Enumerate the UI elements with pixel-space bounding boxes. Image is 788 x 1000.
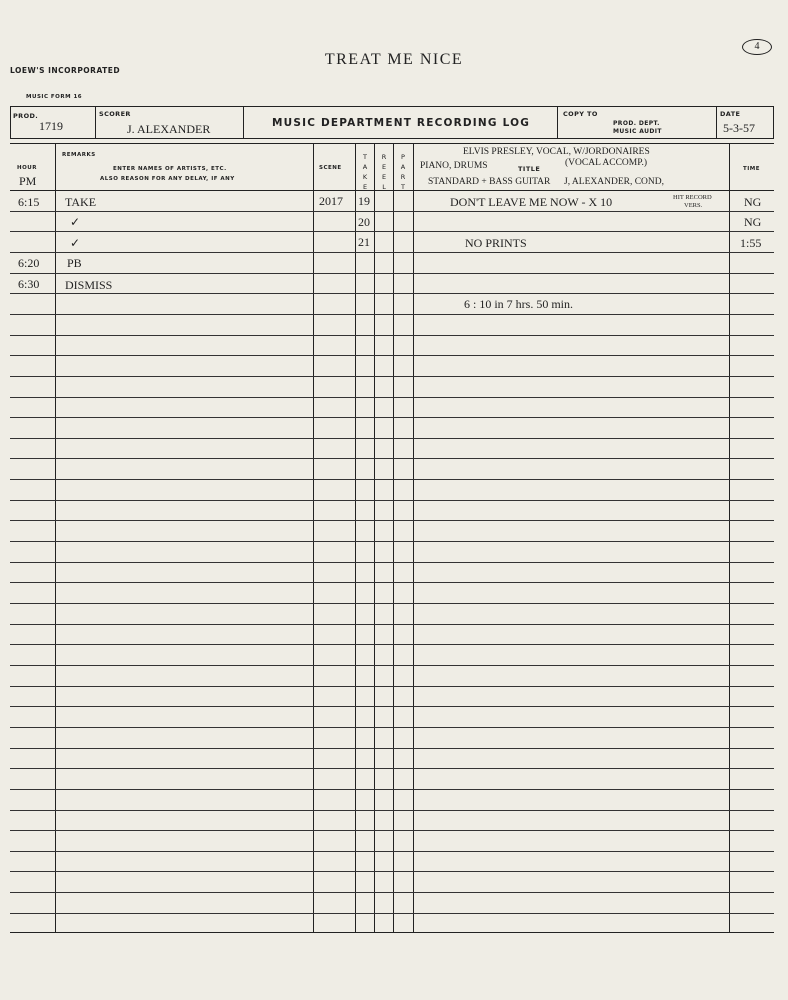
log-title: MUSIC DEPARTMENT RECORDING LOG xyxy=(271,117,531,129)
date-value: 5-3-57 xyxy=(723,121,755,135)
hour-unit: PM xyxy=(19,174,37,188)
row-rule-27 xyxy=(10,748,774,749)
row-3-checkmark: ✓ xyxy=(70,236,81,250)
row-rule-6 xyxy=(10,314,774,315)
scorer-value: J. ALEXANDER xyxy=(127,122,211,136)
row-rule-10 xyxy=(10,397,774,398)
row-rule-16 xyxy=(10,520,774,521)
row-1-remark: TAKE xyxy=(65,195,97,209)
artists-line-2: PIANO, DRUMS xyxy=(420,161,488,171)
row-5-hour: 6:30 xyxy=(18,277,40,291)
take-label: T A K E xyxy=(362,153,368,191)
row-rule-7 xyxy=(10,335,774,336)
page-title: TREAT ME NICE xyxy=(324,51,464,68)
row-rule-1 xyxy=(10,211,774,212)
scene-label: SCENE xyxy=(319,165,342,171)
row-4-hour: 6:20 xyxy=(18,256,40,270)
row-rule-4 xyxy=(10,273,774,274)
row-4-remark: PB xyxy=(67,256,82,270)
artists-line-1: ELVIS PRESLEY, VOCAL, W/JORDONAIRES xyxy=(463,147,650,157)
row-1-note-2: VERS. xyxy=(684,202,703,209)
row-rule-17 xyxy=(10,541,774,542)
artists-line-3: STANDARD + BASS GUITAR xyxy=(428,177,551,187)
row-rule-11 xyxy=(10,417,774,418)
row-rule-14 xyxy=(10,479,774,480)
row-1-title: DON'T LEAVE ME NOW - X 10 xyxy=(450,195,613,209)
row-1-time: NG xyxy=(744,195,762,209)
row-rule-33 xyxy=(10,871,774,872)
title-label: TITLE xyxy=(518,165,541,173)
row-6-summary: 6 : 10 in 7 hrs. 50 min. xyxy=(464,297,574,311)
form-number: MUSIC FORM 16 xyxy=(26,94,83,100)
row-rule-12 xyxy=(10,438,774,439)
row-rule-8 xyxy=(10,355,774,356)
copy-to-prod-dept: PROD. DEPT. xyxy=(613,120,660,127)
page-number-badge: 4 xyxy=(742,39,772,55)
row-rule-35 xyxy=(10,913,774,914)
date-label: DATE xyxy=(720,110,741,118)
part-label: P A R T xyxy=(400,153,406,191)
row-rule-26 xyxy=(10,727,774,728)
row-rule-22 xyxy=(10,644,774,645)
row-rule-3 xyxy=(10,252,774,253)
row-rule-5 xyxy=(10,293,774,294)
copy-to-label: COPY TO xyxy=(563,110,598,118)
row-1-take: 19 xyxy=(358,194,370,208)
row-rule-21 xyxy=(10,624,774,625)
artists-line-2b: (VOCAL ACCOMP.) xyxy=(565,158,647,168)
row-rule-30 xyxy=(10,810,774,811)
row-1-scene: 2017 xyxy=(319,194,343,208)
remarks-instructions-2: ALSO REASON FOR ANY DELAY, IF ANY xyxy=(100,176,235,182)
row-rule-29 xyxy=(10,789,774,790)
remarks-instructions-1: ENTER NAMES OF ARTISTS, ETC. xyxy=(113,166,227,172)
company-name: LOEW'S INCORPORATED xyxy=(10,66,121,75)
row-rule-25 xyxy=(10,706,774,707)
row-rule-2 xyxy=(10,231,774,232)
time-label: TIME xyxy=(743,166,761,172)
row-rule-24 xyxy=(10,686,774,687)
copy-to-music-audit: MUSIC AUDIT xyxy=(613,128,662,135)
artists-line-3b: J, ALEXANDER, COND, xyxy=(564,177,665,187)
row-rule-15 xyxy=(10,500,774,501)
row-2-checkmark: ✓ xyxy=(70,215,81,229)
row-3-title: NO PRINTS xyxy=(465,236,527,250)
row-3-time: 1:55 xyxy=(740,236,762,250)
row-rule-28 xyxy=(10,768,774,769)
row-1-hour: 6:15 xyxy=(18,195,40,209)
row-2-take: 20 xyxy=(358,215,370,229)
prod-value: 1719 xyxy=(39,119,63,133)
prod-label: PROD. xyxy=(13,112,39,120)
row-rule-18 xyxy=(10,562,774,563)
row-rule-9 xyxy=(10,376,774,377)
row-3-take: 21 xyxy=(358,235,370,249)
row-rule-19 xyxy=(10,582,774,583)
row-rule-23 xyxy=(10,665,774,666)
row-5-remark: DISMISS xyxy=(65,278,113,292)
header-box xyxy=(10,106,774,139)
reel-label: R E E L xyxy=(381,153,387,191)
scorer-label: SCORER xyxy=(99,110,131,118)
row-rule-32 xyxy=(10,851,774,852)
hour-label: HOUR xyxy=(17,165,37,171)
row-rule-20 xyxy=(10,603,774,604)
row-1-note-1: HIT RECORD xyxy=(673,194,712,201)
row-rule-13 xyxy=(10,458,774,459)
row-rule-31 xyxy=(10,830,774,831)
remarks-label: REMARKS xyxy=(62,152,96,158)
recording-log-table xyxy=(10,143,774,933)
row-2-time: NG xyxy=(744,215,762,229)
row-rule-34 xyxy=(10,892,774,893)
